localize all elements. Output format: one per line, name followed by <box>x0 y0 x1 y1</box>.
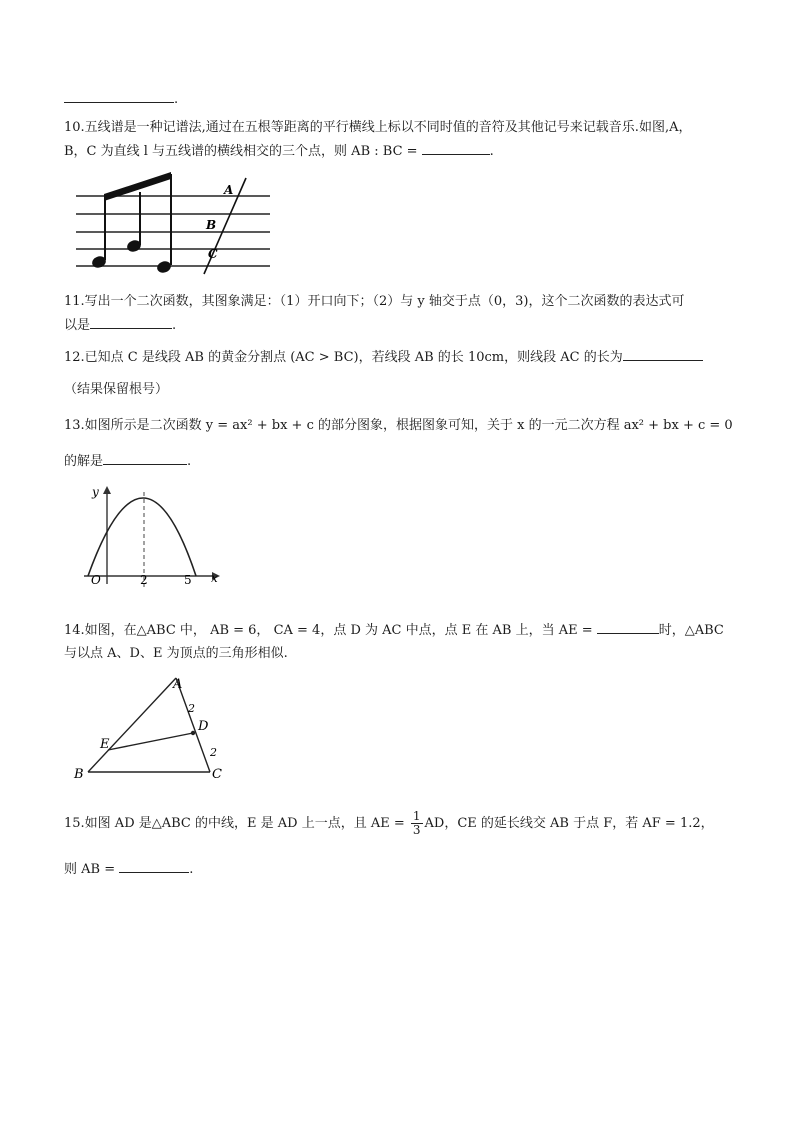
q12-line2: （结果保留根号） <box>64 382 169 397</box>
label-origin: O <box>91 573 101 587</box>
label-A: A <box>173 677 183 692</box>
answer-blank <box>64 88 174 103</box>
label-2: 2 <box>140 573 148 587</box>
point-D <box>191 731 195 735</box>
label-5: 5 <box>184 573 192 587</box>
q10-line2: B，C 为直线 l 与五线谱的横线相交的三个点，则 AB : BC = . <box>64 140 494 162</box>
q15-line2: 则 AB = . <box>64 858 193 880</box>
q15-line1: 15.如图 AD 是△ABC 的中线，E 是 AD 上一点，且 AE = $\frac{1}{3}$ AD，CE 的延长线交 AB 于点 F，若 AF = 1.2， <box>64 809 714 837</box>
label-y: y <box>92 485 99 499</box>
q14-triangle-figure <box>70 672 240 784</box>
q10-line1: 10.五线谱是一种记谱法,通过在五根等距离的平行横线上标以不同时值的音符及其他记号来记载音乐.如图,A， <box>64 120 692 135</box>
fraction-one-third: $\frac{1}{3}$ <box>412 809 421 837</box>
label-A: A <box>224 183 234 197</box>
parabola-curve <box>88 498 196 576</box>
label-E: E <box>100 737 110 752</box>
label-C: C <box>212 767 222 782</box>
q14-line2: 与以点 A、D、E 为顶点的三角形相似. <box>64 646 288 661</box>
length-label-DC: 2 <box>210 746 217 759</box>
q13-line1: 13.如图所示是二次函数 y = ax² + bx + c 的部分图象，根据图象可知，关于 x 的一元二次方程 ax² + bx + c = 0 <box>64 418 733 433</box>
q14-answer-blank <box>597 619 659 634</box>
label-B: B <box>206 218 217 232</box>
q11-line2: 以是 . <box>64 314 176 336</box>
q11-answer-blank <box>90 314 172 329</box>
length-label-AD: 2 <box>188 702 195 715</box>
label-D: D <box>198 719 209 734</box>
label-x: x <box>211 571 218 585</box>
q12-line1: 12.已知点 C 是线段 AB 的黄金分割点 (AC > BC)，若线段 AB 的长 10cm，则线段 AC 的长为 <box>64 346 703 368</box>
prev-question-tail: . <box>64 88 178 110</box>
label-C: C <box>208 247 218 261</box>
note-head <box>156 259 173 274</box>
side-BA <box>88 678 176 772</box>
q10-answer-blank <box>422 140 490 155</box>
q12-answer-blank <box>623 346 703 361</box>
segment-ED <box>108 733 193 750</box>
q13-answer-blank <box>103 450 187 465</box>
q13-line2: 的解是 . <box>64 450 191 472</box>
q13-parabola-figure <box>80 480 230 590</box>
label-B: B <box>74 767 84 782</box>
q11-line1: 11.写出一个二次函数，其图象满足：（1）开口向下；（2）与 y 轴交于点（0，3)，这个二次函数的表达式可 <box>64 294 685 309</box>
y-axis-arrow <box>103 486 111 494</box>
q14-line1: 14.如图，在△ABC 中， AB = 6， CA = 4，点 D 为 AC 中点，点 E 在 AB 上，当 AE = 时，△ABC <box>64 619 724 641</box>
q10-staff-figure <box>68 170 278 276</box>
q15-answer-blank <box>119 858 189 873</box>
